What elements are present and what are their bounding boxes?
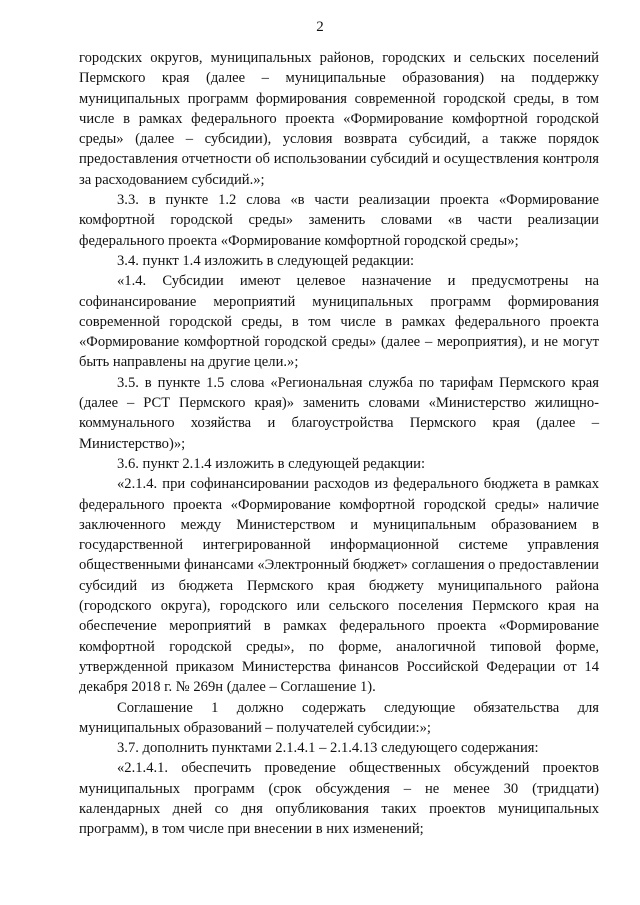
document-body bbox=[79, 48, 599, 840]
paragraph-3-4: 3.4. пункт 1.4 изложить в следующей редакции: bbox=[117, 252, 415, 269]
paragraph-1-4-text: «1.4. Субсидии имеют целевое назначение и предусмотрены на софинансирование мероприятий муниципальных программ формирования современной городской среды, в том числе в рамках федерального проекта «Формирование комфортной городской среды» (далее – мероприятия), и не могут быть направлены на другие цели.»; bbox=[79, 273, 599, 371]
paragraph-2-1-4-text: «2.1.4. при софинансировании расходов из федерального бюджета в рамках федерального проекта «Формирование комфортной городской среды» наличие заключенного между Министерством и муниципальным образованием в государственной интегрированной информационной системе управления общественными финансами «Электронный бюджет» соглашения о предоставлении субсидий из бюджета Пермского края бюджету муниципального района (городского округа), городского или сельского поселения Пермского края на обеспечение мероприятий в рамках федерального проекта «Формирование комфортной городской среды», по форме, аналогичной типовой форме, утвержденной приказом Министерства финансов Российской Федерации от 14 декабря 2018 г. № 269н (далее – Соглашение 1). bbox=[79, 476, 599, 696]
paragraph-3-3: 3.3. в пункте 1.2 слова «в части реализации проекта «Формирование комфортной городской среды» заменить словами «в части реализации федерального проекта «Формирование комфортной городской среды»; bbox=[79, 192, 599, 249]
page-number: 2 bbox=[316, 19, 324, 35]
paragraph-continuation: городских округов, муниципальных районов, городских и сельских поселений Пермского края (далее – муниципальные образования) на поддержку муниципальных программ формирования современной городской среды, в том числе в рамках федерального проекта «Формирование комфортной городской среды» (далее – субсидии), условия возврата субсидий, а также порядок предоставления отчетности об использовании субсидий и осуществления контроля за расходованием субсидий.»; bbox=[79, 50, 599, 188]
paragraph-3-6: 3.6. пункт 2.1.4 изложить в следующей редакции: bbox=[117, 455, 426, 472]
paragraph-3-5: 3.5. в пункте 1.5 слова «Региональная служба по тарифам Пермского края (далее – РСТ Пермского края)» заменить словами «Министерство жилищно-коммунального хозяйства и благоустройства Пермского края (далее – Министерство)»; bbox=[79, 374, 599, 452]
paragraph-3-7: 3.7. дополнить пунктами 2.1.4.1 – 2.1.4.13 следующего содержания: bbox=[117, 740, 539, 757]
paragraph-2-1-4-1-text: «2.1.4.1. обеспечить проведение общественных обсуждений проектов муниципальных программ (срок обсуждения – не менее 30 (тридцати) календарных дней со дня опубликования таких проектов муниципальных программ), в том числе при внесении в них изменений; bbox=[79, 760, 599, 838]
paragraph-agreement-obligations: Соглашение 1 должно содержать следующие обязательства для муниципальных образований – получателей субсидии:»; bbox=[79, 699, 599, 736]
